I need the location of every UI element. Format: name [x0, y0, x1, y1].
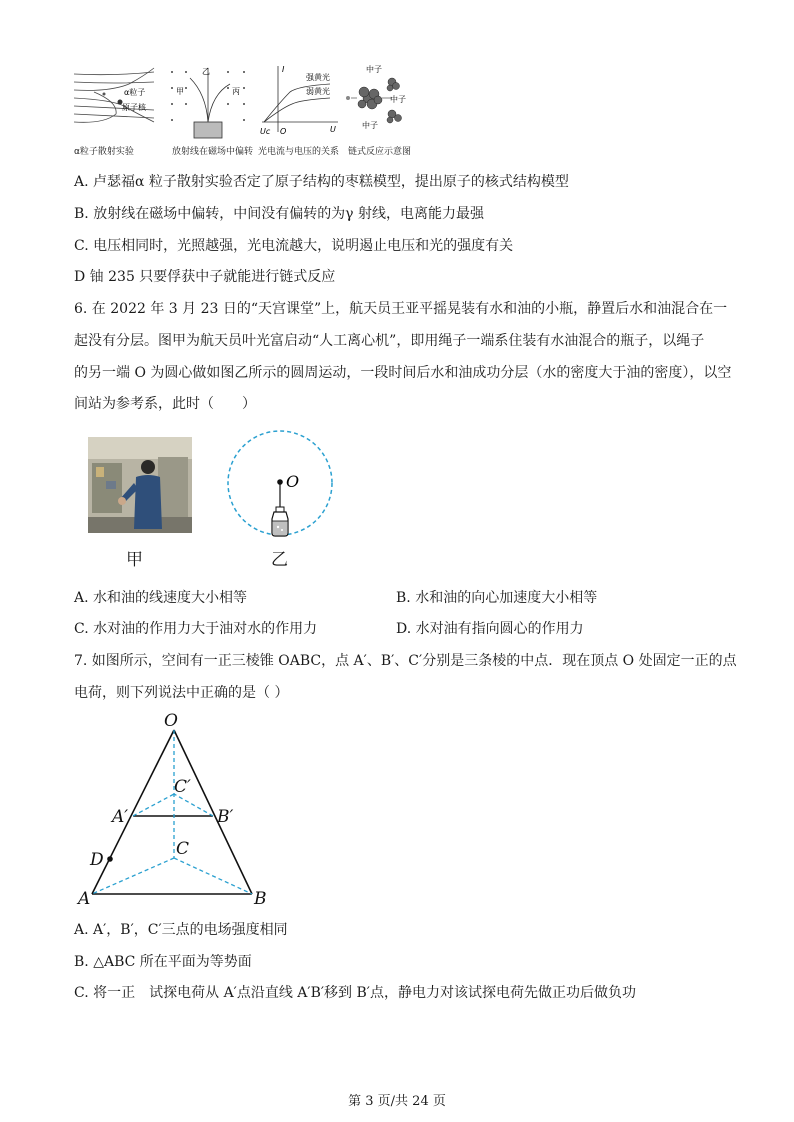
figure-label-yi: 乙 [271, 550, 288, 570]
circular-motion-diagram [224, 427, 336, 547]
panel3-label-i: I [282, 65, 285, 74]
caption-photocurrent: 光电流与电压的关系 [258, 147, 340, 157]
figure-strip [74, 62, 412, 162]
panel3-label-uc: Uc [260, 127, 271, 136]
figure-label-jia: 甲 [126, 550, 143, 570]
panel4-label-neutron-top: 中子 [366, 65, 382, 74]
q5-option-a: A. 卢瑟福α 粒子散射实验否定了原子结构的枣糕模型，提出原子的核式结构模型 [74, 174, 569, 190]
panel3-label-u: U [330, 125, 336, 134]
chain-reaction-figure [344, 62, 408, 140]
q7-stem-line-2: 电荷，则下列说法中正确的是（ ） [74, 685, 289, 701]
point-b: B [254, 889, 267, 908]
point-c: C [176, 839, 190, 859]
point-b-prime: B′ [217, 807, 234, 827]
caption-radiation-field: 放射线在磁场中偏转 [172, 147, 254, 157]
point-o: O [164, 711, 178, 731]
q5-option-d: D 铀 235 只要俘获中子就能进行链式反应 [74, 269, 336, 285]
point-d: D [90, 850, 104, 870]
astronaut-photo [88, 437, 192, 533]
pyramid-diagram [70, 708, 280, 908]
q6-option-c: C. 水对油的作用力大于油对水的作用力 [74, 621, 318, 637]
panel1-label-alpha: α粒子 [124, 88, 146, 97]
point-c-prime: C′ [174, 777, 191, 797]
q6-stem-line-4: 间站为参考系，此时（ ） [74, 396, 256, 412]
q6-stem-line-2: 起没有分层。图甲为航天员叶光富启动“人工离心机”，即用绳子一端系住装有水油混合的瓶子，以绳子 [74, 333, 705, 349]
panel3-label-o: O [280, 127, 287, 136]
q6-option-d: D. 水对油有指向圆心的作用力 [396, 621, 584, 637]
q6-option-b: B. 水和油的向心加速度大小相等 [396, 590, 598, 606]
q7-option-a: A. A′，B′，C′三点的电场强度相同 [74, 922, 288, 938]
panel2-label-yi: 乙 [202, 67, 210, 76]
q6-stem-line-3: 的另一端 O 为圆心做如图乙所示的圆周运动，一段时间后水和油成功分层（水的密度大于油的密度），以空 [74, 365, 732, 381]
caption-chain-reaction: 链式反应示意图 [348, 147, 412, 157]
q5-option-b: B. 放射线在磁场中偏转，中间没有偏转的为γ 射线，电离能力最强 [74, 206, 485, 222]
q6-option-a: A. 水和油的线速度大小相等 [74, 590, 248, 606]
panel2-label-jia: 甲 [176, 87, 184, 96]
radiation-field-figure [166, 64, 254, 140]
q7-stem-line-1: 7. 如图所示，空间有一正三棱锥 OABC，点 A′、B′、C′分别是三条棱的中点．现在顶点 O 处固定一正的点 [74, 653, 737, 669]
panel4-label-neutron-bottom: 中子 [362, 121, 378, 130]
panel1-label-nucleus: 原子核 [122, 103, 146, 112]
panel2-label-bing: 丙 [232, 87, 240, 96]
q5-option-c: C. 电压相同时，光照越强，光电流越大，说明遏止电压和光的强度有关 [74, 238, 514, 254]
point-label-o: O [286, 472, 300, 491]
panel3-label-strong: 强黄光 [306, 73, 330, 82]
photocurrent-figure [260, 62, 340, 140]
q7-option-c: C. 将一正 试探电荷从 A′点沿直线 A′B′移到 B′点，静电力对该试探电荷先做正功后做负功 [74, 985, 636, 1001]
point-a-prime: A′ [112, 807, 129, 827]
page-footer: 第 3 页/共 24 页 [348, 1094, 446, 1109]
caption-alpha-scattering: α粒子散射实验 [74, 147, 134, 157]
point-a: A [78, 889, 91, 908]
panel4-label-neutron-mid: 中子 [390, 95, 406, 104]
panel3-label-weak: 弱黄光 [306, 87, 330, 96]
alpha-scattering-figure [74, 62, 156, 140]
q6-stem-line-1: 6. 在 2022 年 3 月 23 日的“天宫课堂”上，航天员王亚平摇晃装有水和油的小瓶，静置后水和油混合在一 [74, 301, 728, 317]
q7-option-b: B. △ABC 所在平面为等势面 [74, 954, 252, 970]
